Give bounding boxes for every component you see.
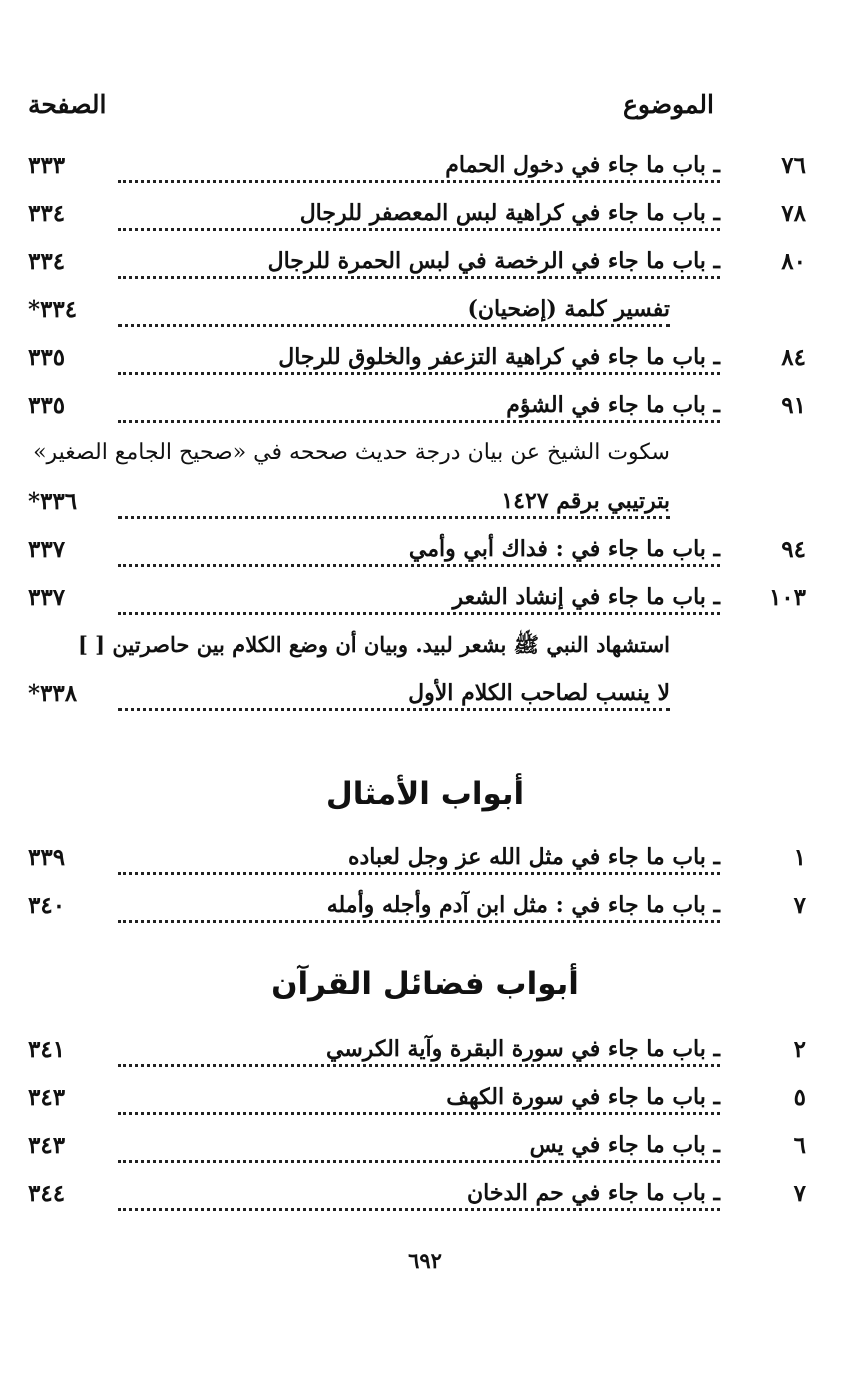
index-entry [28,150,806,188]
entry-title: ـ باب ما جاء في دخول الحمام [439,152,720,178]
index-entry [28,890,806,928]
index-note [28,630,806,668]
index-subentry [28,678,806,716]
entry-title: ـ باب ما جاء في كراهية لبس المعصفر للرجال [294,200,720,226]
index-subentry [28,294,806,332]
entry-number: ١٠٣ [768,584,806,611]
entry-title: تفسير كلمة (إضحيان) [461,296,670,322]
column-header-page: الصفحة [28,90,107,119]
entry-page: ٣٣٤ [28,248,66,275]
entry-page: ٣٣٤ [28,200,66,227]
page-number: ٦٩٢ [408,1248,442,1273]
entry-number: ٩٤ [781,536,806,563]
entry-title: ـ باب ما جاء في : فداك أبي وأمي [403,536,720,562]
entry-page: ٣٤٠ [28,892,66,919]
column-header-topic: الموضوع [623,90,714,119]
entry-page: ٣٤٣ [28,1084,66,1111]
section-heading-parables: أبواب الأمثال [325,776,525,812]
entry-page: ٣٣٩ [28,844,66,871]
entry-page: ٣٣٦* [28,488,78,515]
index-entry [28,1178,806,1216]
entry-number: ٩١ [781,392,806,419]
index-entry [28,1034,806,1072]
entry-title: ـ باب ما جاء في يس [524,1132,720,1158]
index-subentry [28,486,806,524]
entry-page: ٣٣٣ [28,152,66,179]
entry-title: ـ باب ما جاء في : مثل ابن آدم وأجله وأمله [321,892,720,918]
entry-number: ٧٨ [781,200,806,227]
entry-number: ٧ [793,892,806,919]
index-entry [28,842,806,880]
entry-page: ٣٤٣ [28,1132,66,1159]
entry-page: ٣٣٧ [28,536,66,563]
note-text: استشهاد النبي ﷺ بشعر لبيد. وبيان أن وضع الكلام بين حاصرتين [ ] [77,632,670,657]
index-entry [28,582,806,620]
entry-number: ٨٠ [781,248,806,275]
index-entry [28,198,806,236]
entry-title: ـ باب ما جاء في كراهية التزعفر والخلوق للرجال [272,344,720,370]
index-entry [28,534,806,572]
entry-number: ٨٤ [781,344,806,371]
index-note [28,438,806,476]
entry-title: ـ باب ما جاء في الرخصة في لبس الحمرة للرجال [262,248,720,274]
entry-number: ٦ [793,1132,806,1159]
entry-number: ٥ [793,1084,806,1111]
entry-title: ـ باب ما جاء في سورة الكهف [440,1084,720,1110]
entry-title: بترتيبي برقم ١٤٢٧ [495,488,670,514]
note-text: سكوت الشيخ عن بيان درجة حديث صححه في «صحيح الجامع الصغير» [33,440,670,465]
entry-title: لا ينسب لصاحب الكلام الأول [402,680,670,706]
entry-page: ٣٣٤* [28,296,78,323]
entry-number: ١ [793,844,806,871]
index-entry [28,1082,806,1120]
entry-page: ٣٤٤ [28,1180,66,1207]
entry-page: ٣٣٥ [28,392,66,419]
entry-title: ـ باب ما جاء في إنشاد الشعر [447,584,720,610]
section-heading-quran-virtues: أبواب فضائل القرآن [271,966,579,1002]
entry-title: ـ باب ما جاء في حم الدخان [461,1180,720,1206]
index-entry [28,390,806,428]
entry-title: ـ باب ما جاء في مثل الله عز وجل لعباده [342,844,720,870]
entry-number: ٧ [793,1180,806,1207]
entry-page: ٣٣٨* [28,680,78,707]
index-entry [28,342,806,380]
entry-title: ـ باب ما جاء في سورة البقرة وآية الكرسي [320,1036,720,1062]
entry-number: ٧٦ [781,152,806,179]
entry-number: ٢ [793,1036,806,1063]
index-entry [28,1130,806,1168]
entry-page: ٣٤١ [28,1036,66,1063]
entry-page: ٣٣٧ [28,584,66,611]
entry-title: ـ باب ما جاء في الشؤم [500,392,720,418]
index-entry [28,246,806,284]
entry-page: ٣٣٥ [28,344,66,371]
